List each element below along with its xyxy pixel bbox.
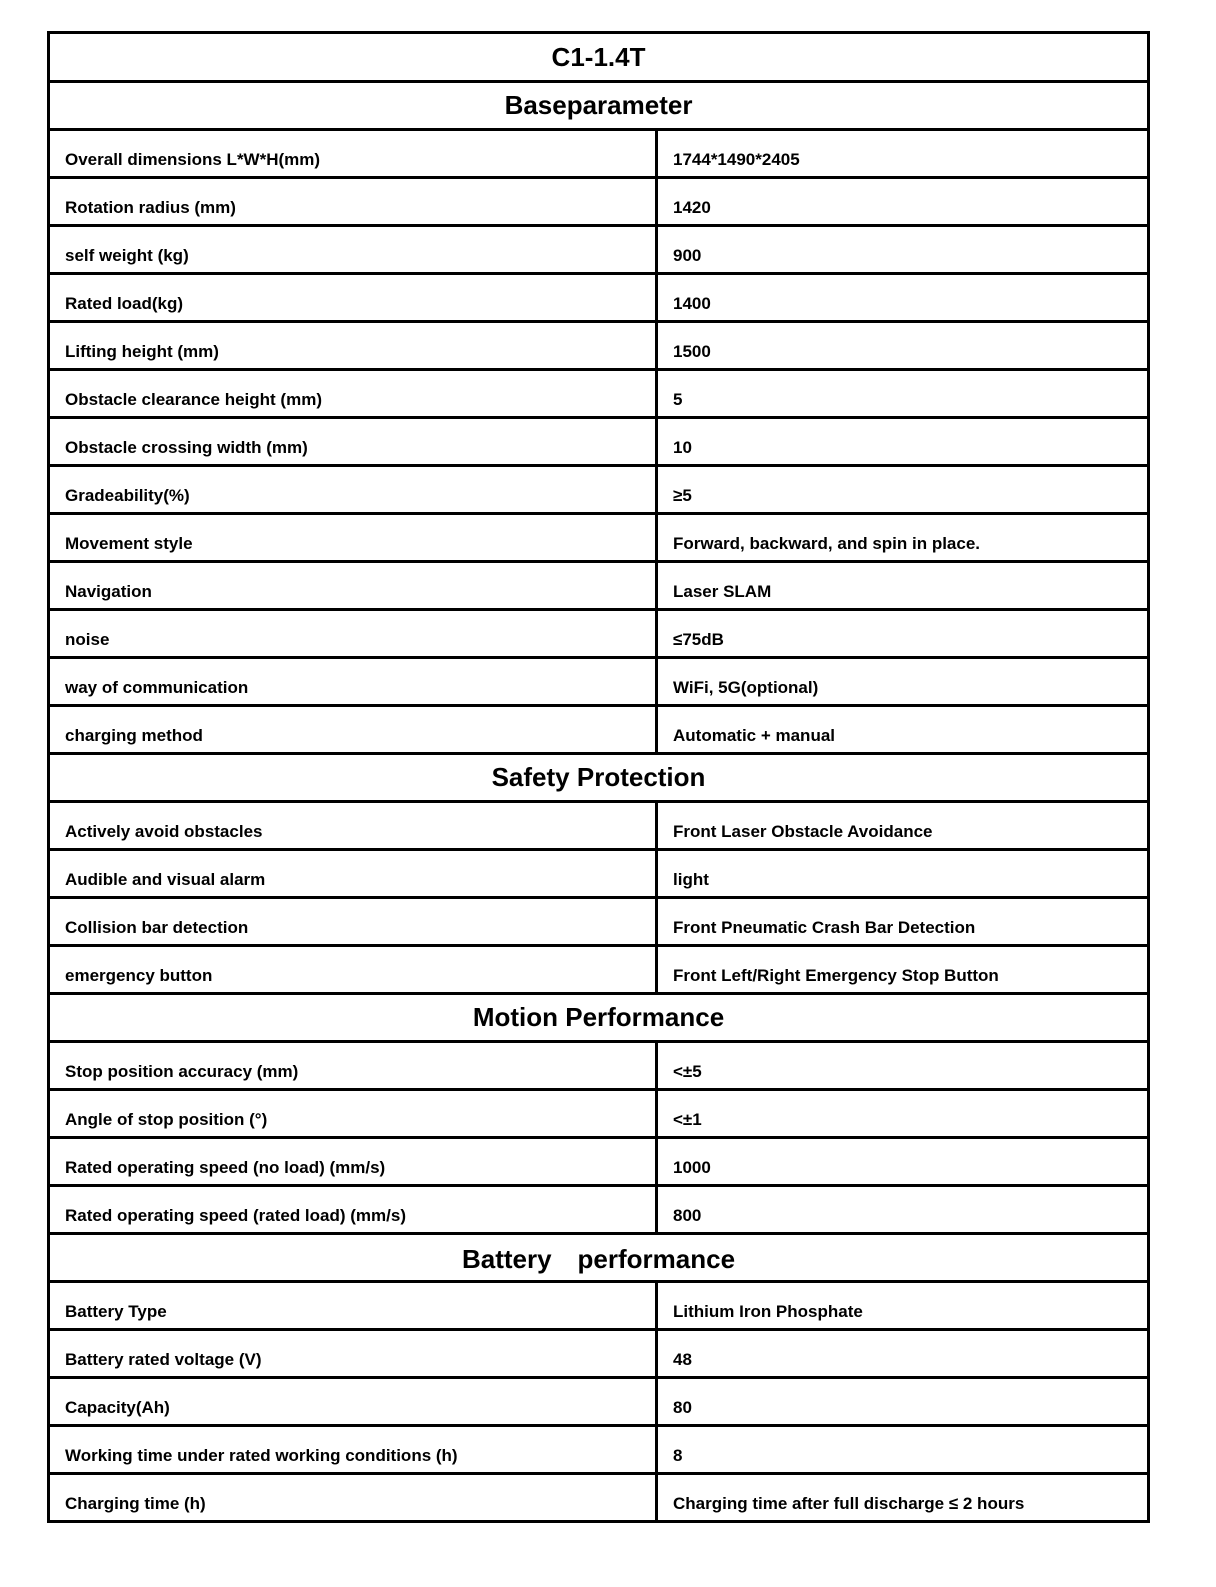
- table-row: [49, 418, 1149, 466]
- parameter-value: Charging time after full discharge ≤ 2 hours: [657, 1474, 1149, 1522]
- document-title: C1-1.4T: [49, 33, 1149, 82]
- parameter-label: Rated operating speed (rated load) (mm/s): [49, 1186, 657, 1234]
- parameter-label: Battery Type: [49, 1282, 657, 1330]
- parameter-value: 1500: [657, 322, 1149, 370]
- table-row: [49, 1282, 1149, 1330]
- spec-table: [47, 31, 1150, 1523]
- parameter-value: Laser SLAM: [657, 562, 1149, 610]
- parameter-label: noise: [49, 610, 657, 658]
- parameter-value: Forward, backward, and spin in place.: [657, 514, 1149, 562]
- parameter-value: 80: [657, 1378, 1149, 1426]
- parameter-label: Audible and visual alarm: [49, 850, 657, 898]
- parameter-value: 5: [657, 370, 1149, 418]
- section-heading: Baseparameter: [49, 82, 1149, 130]
- parameter-label: Actively avoid obstacles: [49, 802, 657, 850]
- table-row: [49, 130, 1149, 178]
- parameter-value: Front Left/Right Emergency Stop Button: [657, 946, 1149, 994]
- parameter-label: charging method: [49, 706, 657, 754]
- parameter-value: Front Laser Obstacle Avoidance: [657, 802, 1149, 850]
- table-row: [49, 370, 1149, 418]
- section-header-row: [49, 82, 1149, 130]
- section-header-row: [49, 994, 1149, 1042]
- parameter-value: WiFi, 5G(optional): [657, 658, 1149, 706]
- parameter-label: Rated load(kg): [49, 274, 657, 322]
- table-row: [49, 610, 1149, 658]
- parameter-label: Gradeability(%): [49, 466, 657, 514]
- parameter-value: 1420: [657, 178, 1149, 226]
- section-header-row: [49, 754, 1149, 802]
- parameter-value: 800: [657, 1186, 1149, 1234]
- parameter-value: 8: [657, 1426, 1149, 1474]
- table-row: [49, 802, 1149, 850]
- table-row: [49, 1090, 1149, 1138]
- parameter-label: Rated operating speed (no load) (mm/s): [49, 1138, 657, 1186]
- table-row: [49, 1138, 1149, 1186]
- table-row: [49, 850, 1149, 898]
- parameter-value: 10: [657, 418, 1149, 466]
- section-heading: Motion Performance: [49, 994, 1149, 1042]
- table-row: [49, 466, 1149, 514]
- parameter-value: Lithium Iron Phosphate: [657, 1282, 1149, 1330]
- table-row: [49, 1186, 1149, 1234]
- parameter-label: Rotation radius (mm): [49, 178, 657, 226]
- section-heading: Safety Protection: [49, 754, 1149, 802]
- parameter-value: 900: [657, 226, 1149, 274]
- parameter-label: way of communication: [49, 658, 657, 706]
- table-row: [49, 1426, 1149, 1474]
- parameter-value: 1400: [657, 274, 1149, 322]
- parameter-value: ≤75dB: [657, 610, 1149, 658]
- parameter-label: Angle of stop position (°): [49, 1090, 657, 1138]
- parameter-label: Capacity(Ah): [49, 1378, 657, 1426]
- parameter-label: Navigation: [49, 562, 657, 610]
- table-row: [49, 178, 1149, 226]
- parameter-label: Lifting height (mm): [49, 322, 657, 370]
- title-row: [49, 33, 1149, 82]
- parameter-value: <±5: [657, 1042, 1149, 1090]
- parameter-value: 1744*1490*2405: [657, 130, 1149, 178]
- parameter-label: Battery rated voltage (V): [49, 1330, 657, 1378]
- table-row: [49, 322, 1149, 370]
- table-row: [49, 898, 1149, 946]
- parameter-label: Working time under rated working conditions (h): [49, 1426, 657, 1474]
- parameter-value: ≥5: [657, 466, 1149, 514]
- parameter-value: Front Pneumatic Crash Bar Detection: [657, 898, 1149, 946]
- table-row: [49, 946, 1149, 994]
- table-row: [49, 706, 1149, 754]
- parameter-label: Obstacle crossing width (mm): [49, 418, 657, 466]
- parameter-label: Overall dimensions L*W*H(mm): [49, 130, 657, 178]
- section-header-row: [49, 1234, 1149, 1282]
- table-row: [49, 1474, 1149, 1522]
- table-row: [49, 1042, 1149, 1090]
- parameter-value: 48: [657, 1330, 1149, 1378]
- table-row: [49, 1378, 1149, 1426]
- parameter-label: emergency button: [49, 946, 657, 994]
- spec-table-body: [49, 33, 1149, 1522]
- parameter-label: Movement style: [49, 514, 657, 562]
- parameter-label: Collision bar detection: [49, 898, 657, 946]
- parameter-label: Charging time (h): [49, 1474, 657, 1522]
- table-row: [49, 514, 1149, 562]
- parameter-value: light: [657, 850, 1149, 898]
- parameter-value: <±1: [657, 1090, 1149, 1138]
- table-row: [49, 658, 1149, 706]
- parameter-label: self weight (kg): [49, 226, 657, 274]
- parameter-label: Stop position accuracy (mm): [49, 1042, 657, 1090]
- parameter-label: Obstacle clearance height (mm): [49, 370, 657, 418]
- parameter-value: Automatic + manual: [657, 706, 1149, 754]
- table-row: [49, 226, 1149, 274]
- table-row: [49, 1330, 1149, 1378]
- section-heading: Battery performance: [49, 1234, 1149, 1282]
- table-row: [49, 274, 1149, 322]
- table-row: [49, 562, 1149, 610]
- parameter-value: 1000: [657, 1138, 1149, 1186]
